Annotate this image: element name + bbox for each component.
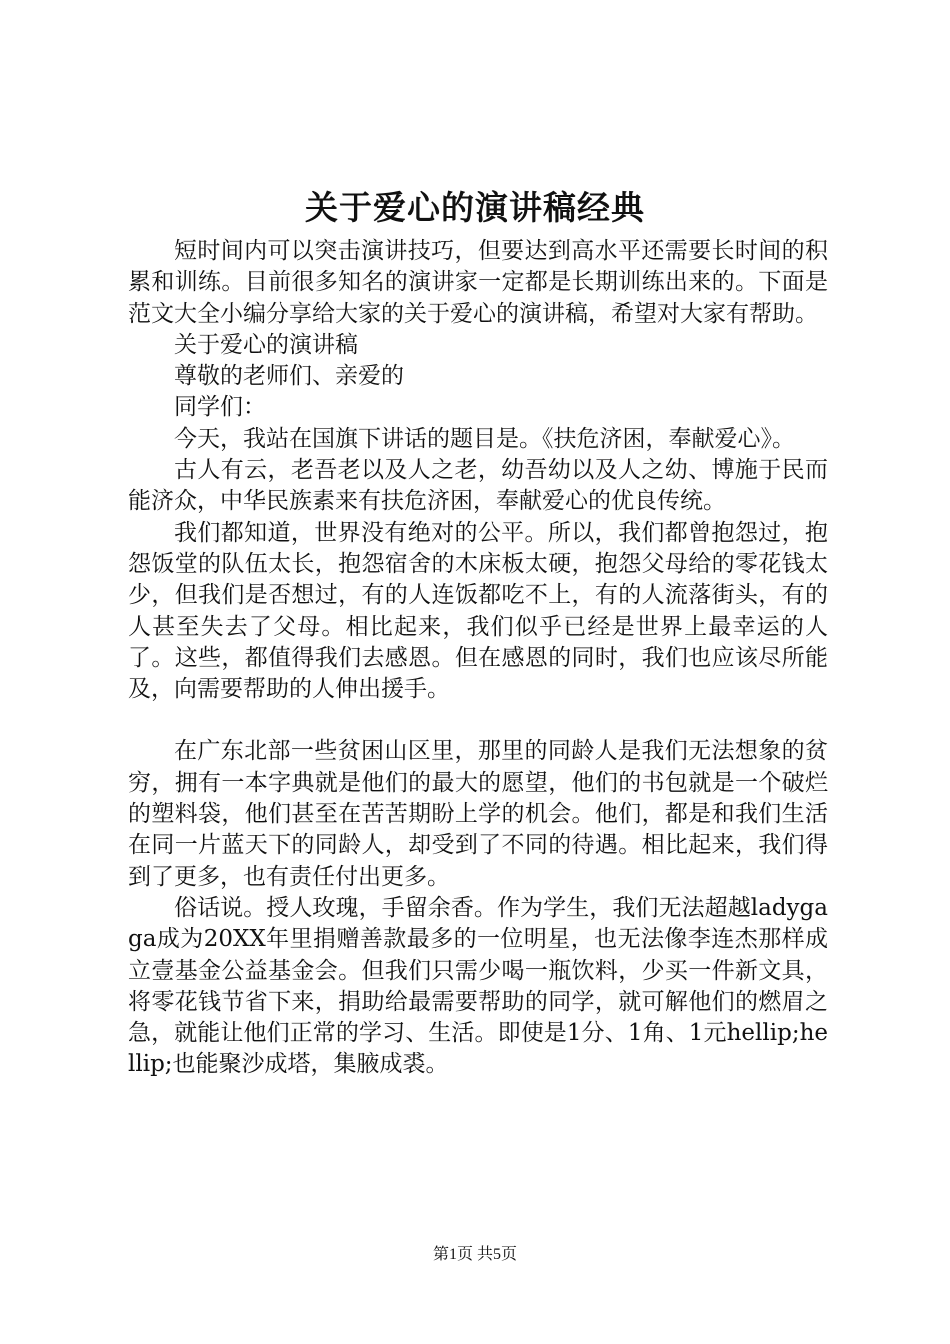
paragraph-donation: 俗话说。授人玫瑰，手留余香。作为学生，我们无法超越ladygaga成为20XX年里捐赠善款最多的一位明星，也无法像李连杰那样成立壹基金公益基金会。但我们只需少喝一瓶饮料，少买一件新文具，将零花钱节省下来，捐助给最需要帮助的同学，就可解他们的燃眉之急，就能让他们正常的学习、生活。即使是1分、1角、1元hellip;hellip;也能聚沙成塔，集腋成裘。	[128, 894, 828, 1078]
paragraph-intro: 短时间内可以突击演讲技巧，但要达到高水平还需要长时间的积累和训练。目前很多知名的演讲家一定都是长期训练出来的。下面是范文大全小编分享给大家的关于爱心的演讲稿，希望对大家有帮助。	[128, 238, 828, 327]
paragraph-tradition: 古人有云，老吾老以及人之老，幼吾幼以及人之幼、博施于民而能济众，中华民族素来有扶危济困，奉献爱心的优良传统。	[128, 457, 828, 515]
document-title: 关于爱心的演讲稿经典	[305, 188, 645, 227]
document-body	[128, 236, 828, 1081]
paragraph-speech-title: 关于爱心的演讲稿	[174, 331, 358, 358]
paragraph-topic: 今天，我站在国旗下讲话的题目是。《扶危济困，奉献爱心》。	[174, 425, 795, 452]
paragraph-gratitude: 我们都知道，世界没有绝对的公平。所以，我们都曾抱怨过，抱怨饭堂的队伍太长，抱怨宿舍的木床板太硬，抱怨父母给的零花钱太少，但我们是否想过，有的人连饭都吃不上，有的人流落街头，有的人甚至失去了父母。相比起来，我们似乎已经是世界上最幸运的人了。这些，都值得我们去感恩。但在感恩的同时，我们也应该尽所能及，向需要帮助的人伸出援手。	[128, 519, 828, 703]
page-footer: 第1页 共5页	[432, 1246, 517, 1263]
paragraph-salutation: 尊敬的老师们、亲爱的	[174, 363, 404, 390]
paragraph-poverty: 在广东北部一些贫困山区里，那里的同龄人是我们无法想象的贫穷，拥有一本字典就是他们的最大的愿望，他们的书包就是一个破烂的塑料袋，他们甚至在苦苦期盼上学的机会。他们，都是和我们生活在同一片蓝天下的同龄人，却受到了不同的待遇。相比起来，我们得到了更多，也有责任付出更多。	[128, 738, 828, 890]
paragraph-salutation-continued: 同学们：	[174, 394, 266, 421]
